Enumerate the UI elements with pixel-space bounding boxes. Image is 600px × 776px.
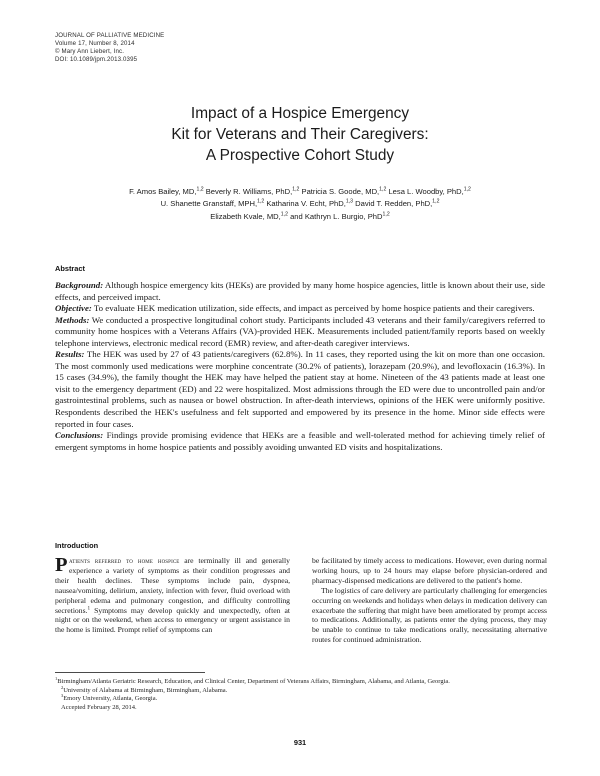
introduction-left-column bbox=[55, 556, 290, 666]
affiliation-1-text: Birmingham/Atlanta Geriatric Research, Education, and Clinical Center, Department of Veterans Affairs, Birmingham, Alabama, and Atlanta, Georgia. bbox=[57, 678, 450, 685]
abstract-section bbox=[55, 280, 545, 303]
abstract-body bbox=[55, 280, 545, 453]
introduction-lead-paragraph bbox=[55, 556, 290, 635]
author-name: David T. Redden, PhD, bbox=[353, 199, 433, 209]
right-paragraph-2: The logistics of care delivery are particularly challenging for emergencies occurring on weekends and holidays when delays in medication delivery can exacerbate the suffering that might have been ameliorated by prompt access to medications. Additionally, as patients enter the dying process, they may be unable to continue to take medications orally, necessitating alternative routes for continued administration. bbox=[312, 585, 547, 645]
abstract-section-label: Methods: bbox=[55, 314, 90, 325]
introduction-columns bbox=[55, 556, 547, 666]
affiliation-footnotes bbox=[55, 675, 545, 712]
author-affiliation-marker: 1,2 bbox=[432, 198, 440, 205]
affiliation-2 bbox=[55, 684, 545, 696]
abstract-section-text: Although hospice emergency kits (HEKs) are provided by many home hospice agencies, little is known about their use, side effects, and perceived impact. bbox=[55, 280, 545, 302]
affiliation-3-text: Emory University, Atlanta, Georgia. bbox=[63, 695, 158, 702]
author-affiliation-marker: 1,2 bbox=[257, 198, 265, 205]
author-affiliation-marker: 1,2 bbox=[382, 211, 390, 218]
affiliation-3 bbox=[55, 692, 545, 704]
abstract-section-text: The HEK was used by 27 of 43 patients/caregivers (62.8%). In 11 cases, they reported using the kit on more than one occasion. The most commonly used medications were morphine concentrate (30.2% of patients), lorazepam (20.9%), and levofloxacin (16.3%). In 15 cases (34.9%), the family thought the HEK may have helped the patient stay at home. Nineteen of the 43 patients made at least one visit to the emergency department (ED) and 22 were hospitalized. Most admissions through the ED were due to uncontrolled pain and/or gastrointestinal problems, such as nausea or bowel obstruction. In after-death interviews, opinions of the HEK were uniformly positive. Respondents described the HEK's usefulness and felt supported and empowered by its presence in the home. Minor side effects were reported in four cases. bbox=[55, 349, 545, 429]
abstract-section-label: Objective: bbox=[55, 303, 92, 314]
author-affiliation-marker: 1,2 bbox=[463, 186, 471, 193]
author-affiliation-marker: 1,3 bbox=[345, 198, 354, 205]
abstract-section-text: We conducted a prospective longitudinal cohort study. Participants included 43 veterans and their family/caregivers referred to community home hospices with a Veterans Affairs (VA)-provided HEK. Measurements included patient/family reports based on weekly telephone interviews, electronic medical record (EMR) review, and after-death caregiver interviews. bbox=[55, 314, 545, 348]
author-name: Katharina V. Echt, PhD, bbox=[264, 199, 346, 209]
author-name: Patricia S. Goode, MD, bbox=[299, 187, 380, 196]
author-name: Beverly R. Williams, PhD, bbox=[203, 187, 293, 196]
journal-publisher: © Mary Ann Liebert, Inc. bbox=[55, 48, 125, 56]
affiliation-1-marker: 1 bbox=[55, 675, 58, 681]
title-line-3: A Prospective Cohort Study bbox=[205, 147, 395, 164]
abstract-section-label: Background: bbox=[55, 280, 104, 290]
affiliation-2-marker: 2 bbox=[61, 684, 64, 690]
lead-rest: are terminally ill and generally experience a variety of symptoms as their condition progresses and their health declines. These symptoms include pain, dyspnea, nausea/vomiting, delirium, anxiety, infection with fever, fluid overload with peripheral edema and pulmonary congestion, and difficulty controlling secretions. bbox=[55, 556, 290, 615]
abstract-section-text: Findings provide promising evidence that HEKs are a feasible and well-tolerated method for achieving timely relief of emergent symptoms in home hospice patients and possibly avoiding unwanted ED visits and hospitalizations. bbox=[55, 430, 545, 452]
author-name: and Kathryn L. Burgio, PhD bbox=[287, 211, 383, 221]
title-line-2: Kit for Veterans and Their Caregivers: bbox=[171, 126, 429, 143]
journal-volume-line: Volume 17, Number 8, 2014 bbox=[55, 40, 135, 48]
left-paragraph-continuation: Symptoms may develop quickly and unexpectedly, often at night or on the weekend, when access to emergency or urgent assistance in the home is limited. Prompt relief of symptoms can bbox=[55, 605, 290, 635]
author-affiliation-marker: 1,2 bbox=[292, 186, 300, 193]
author-line-1 bbox=[45, 186, 555, 198]
abstract-heading: Abstract bbox=[55, 264, 85, 273]
author-line-2 bbox=[45, 198, 555, 210]
title-line-1: Impact of a Hospice Emergency bbox=[190, 105, 410, 122]
introduction-heading: Introduction bbox=[55, 541, 99, 550]
abstract-section-text: To evaluate HEK medication utilization, side effects, and impact as perceived by home hospice patients and their caregivers. bbox=[91, 303, 535, 314]
abstract-section bbox=[55, 315, 545, 350]
article-title bbox=[55, 103, 545, 166]
affiliation-2-text: University of Alabama at Birmingham, Birmingham, Alabama. bbox=[63, 686, 228, 694]
author-name: Elizabeth Kvale, MD, bbox=[210, 211, 281, 221]
abstract-section bbox=[55, 349, 545, 430]
author-name: F. Amos Bailey, MD, bbox=[129, 187, 197, 196]
journal-doi: DOI: 10.1089/jpm.2013.0395 bbox=[55, 56, 138, 64]
author-affiliation-marker: 1,2 bbox=[379, 186, 387, 193]
journal-name: JOURNAL OF PALLIATIVE MEDICINE bbox=[55, 32, 165, 39]
abstract-section bbox=[55, 303, 545, 315]
author-name: Lesa L. Woodby, PhD, bbox=[386, 187, 464, 196]
drop-cap: P bbox=[55, 554, 68, 576]
affiliation-3-marker: 3 bbox=[61, 692, 64, 698]
introduction-right-column bbox=[312, 556, 547, 666]
journal-header bbox=[55, 32, 164, 64]
citation-marker: 1 bbox=[87, 604, 91, 611]
author-list bbox=[45, 186, 555, 223]
accepted-date: Accepted February 28, 2014. bbox=[61, 703, 137, 711]
page-number: 931 bbox=[293, 738, 307, 747]
abstract-section-label: Conclusions: bbox=[55, 430, 104, 441]
author-affiliation-marker: 1,2 bbox=[196, 186, 204, 193]
author-name: U. Shanette Granstaff, MPH, bbox=[160, 199, 258, 209]
author-line-3 bbox=[45, 211, 555, 223]
footnote-divider bbox=[55, 672, 205, 673]
right-paragraph-1: be facilitated by timely access to medications. However, even during normal working hours, up to 24 hours may elapse before physician-ordered and pharmacy-dispensed medications are delivered to the patient's home. bbox=[312, 556, 547, 585]
abstract-section bbox=[55, 430, 545, 453]
abstract-section-label: Results: bbox=[55, 349, 85, 360]
lead-smallcaps: atients referred to home hospice bbox=[69, 556, 180, 565]
author-affiliation-marker: 1,2 bbox=[280, 211, 288, 218]
